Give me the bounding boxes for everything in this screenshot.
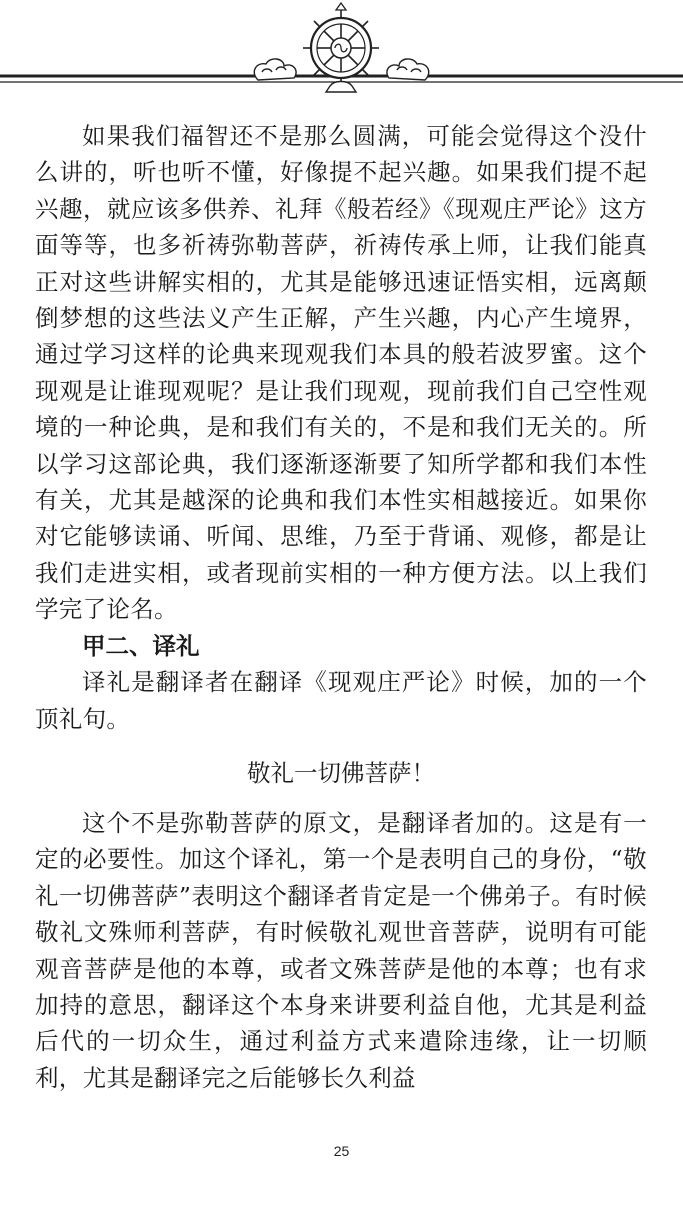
page-body xyxy=(35,118,647,1096)
dharma-wheel-icon xyxy=(303,3,379,92)
body-paragraph: 这个不是弥勒菩萨的原文，是翻译者加的。这是有一定的必要性。加这个译礼，第一个是表明自己的身份，“敬礼一切佛菩萨”表明这个翻译者肯定是一个佛弟子。有时候敬礼文殊师利菩萨，有时候敬礼观世音菩萨，说明有可能观音菩萨是他的本尊，或者文殊菩萨是他的本尊；也有求加持的意思，翻译这个本身来讲要利益自他，尤其是利益后代的一切众生，通过利益方式来遣除违缘，让一切顺利，尤其是翻译完之后能够长久利益 xyxy=(35,808,647,1092)
auspicious-cloud-icon xyxy=(387,59,429,80)
auspicious-cloud-icon xyxy=(254,59,296,80)
section-heading: 甲二、译礼 xyxy=(82,631,200,660)
verse-line: 敬礼一切佛菩萨！ xyxy=(247,758,435,787)
header-decoration xyxy=(0,0,683,105)
body-paragraph: 译礼是翻译者在翻译《现观庄严论》时候，加的一个顶礼句。 xyxy=(35,668,647,733)
page-header-ornament xyxy=(0,0,683,105)
body-paragraph: 如果我们福智还不是那么圆满，可能会觉得这个没什么讲的，听也听不懂，好像提不起兴趣。如果我们提不起兴趣，就应该多供养、礼拜《般若经》《现观庄严论》这方面等等，也多祈祷弥勒菩萨，祈祷传承上师，让我们能真正对这些讲解实相的，尤其是能够迅速证悟实相，远离颠倒梦想的这些法义产生正解，产生兴趣，内心产生境界，通过学习这样的论典来现观我们本具的般若波罗蜜。这个现观是让谁现观呢？是让我们现观，现前我们自己空性观境的一种论典，是和我们有关的，不是和我们无关的。所以学习这部论典，我们逐渐逐渐要了知所学都和我们本性有关，尤其是越深的论典和我们本性实相越接近。如果你对它能够读诵、听闻、思维，乃至于背诵、观修，都是让我们走进实相，或者现前实相的一种方便方法。以上我们学完了论名。 xyxy=(35,122,647,624)
page-number: 25 xyxy=(333,1143,350,1159)
